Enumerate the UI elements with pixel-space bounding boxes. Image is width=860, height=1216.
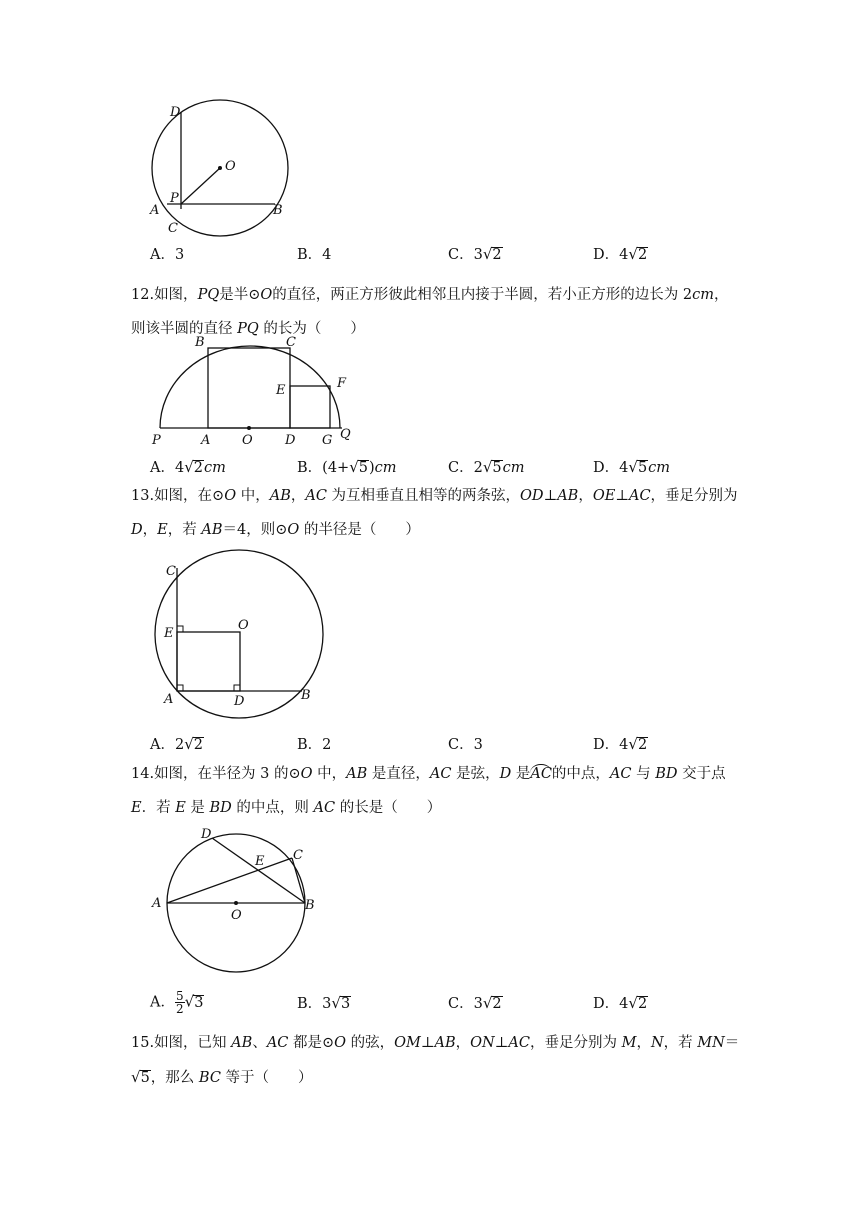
- q12-label-C: C: [286, 335, 296, 350]
- q12-label-Q: Q: [340, 427, 351, 442]
- q11-label-B: B: [273, 203, 283, 218]
- q11-figure: [150, 98, 330, 238]
- q13-label-C: C: [166, 564, 176, 579]
- q15-text: 15.如图，已知 AB、AC 都是⊙O 的弦，OM⊥AB，ON⊥AC，垂足分别为 M，N，若 MN＝√5，那么 BC 等于（ ）: [131, 1035, 740, 1086]
- q11-label-A: A: [150, 203, 160, 218]
- q14-figure: [150, 825, 330, 985]
- q14-label-O: O: [231, 908, 242, 923]
- q14-label-E: E: [255, 854, 265, 869]
- q12-option-d: D．4√5cm: [593, 458, 671, 476]
- q13-label-B: B: [301, 688, 311, 703]
- q14-label-C: C: [293, 848, 303, 863]
- q12-label-G: G: [322, 433, 333, 448]
- q13-label-O: O: [238, 618, 249, 633]
- q12-label-P: P: [152, 433, 161, 448]
- q11-option-b: B．4: [297, 247, 332, 263]
- q12-option-a: A．4√2cm: [150, 458, 226, 476]
- q14-option-b: B．3√3: [297, 994, 351, 1012]
- q13-label-A: A: [164, 692, 174, 707]
- q14-text: 14.如图，在半径为 3 的⊙O 中，AB 是直径，AC 是弦，D 是AC的中点，AC 与 BD 交于点 E．若 E 是 BD 的中点，则 AC 的长是（ ）: [131, 766, 726, 816]
- q11-label-O: O: [225, 159, 236, 174]
- q14-option-a: A． $\frac{5}{2}$ √3: [150, 989, 204, 1016]
- q14-label-B: B: [305, 898, 315, 913]
- q11-label-C: C: [168, 221, 178, 236]
- q12-options: [150, 456, 750, 480]
- q14-label-D: D: [201, 827, 212, 842]
- q13-label-D: D: [234, 694, 245, 709]
- q13-figure: [150, 548, 340, 723]
- q13-options: [150, 733, 750, 757]
- q12-label-A: A: [201, 433, 211, 448]
- q11-option-a: A．3: [150, 247, 185, 263]
- q12-text: 12.如图，PQ是半⊙O的直径，两正方形彼此相邻且内接于半圆，若小正方形的边长为 2cm，则该半圆的直径 PQ 的长为（ ）: [131, 287, 729, 337]
- q12-figure: [150, 332, 360, 447]
- q12-label-D: D: [285, 433, 296, 448]
- q11-option-c: C．3√2: [448, 245, 502, 263]
- q11-label-D: D: [170, 105, 181, 120]
- q11-label-P: P: [170, 191, 179, 206]
- q13-option-d: D．4√2: [593, 735, 648, 753]
- q13-option-b: B．2: [297, 737, 332, 753]
- q13-option-a: A．2√2: [150, 735, 204, 753]
- q13-text: 13.如图，在⊙O 中，AB，AC 为互相垂直且相等的两条弦，OD⊥AB，OE⊥AC，垂足分别为 D，E，若 AB＝4，则⊙O 的半径是（ ）: [131, 488, 738, 538]
- q11-option-d: D．4√2: [593, 245, 648, 263]
- q12-label-B: B: [195, 335, 205, 350]
- q14-option-c: C．3√2: [448, 994, 502, 1012]
- q14-arc-ac: AC: [530, 766, 552, 782]
- q12-label-O: O: [242, 433, 253, 448]
- q12-label-F: F: [337, 376, 347, 391]
- q14-option-d: D．4√2: [593, 994, 648, 1012]
- q12-option-b: B．(4+√5)cm: [297, 458, 397, 476]
- q12-label-E: E: [276, 383, 286, 398]
- q14-options: [150, 990, 750, 1020]
- q11-options: [150, 243, 750, 267]
- q12-option-c: C．2√5cm: [448, 458, 525, 476]
- q13-label-E: E: [164, 626, 174, 641]
- q13-option-c: C．3: [448, 737, 483, 753]
- q14-label-A: A: [152, 896, 162, 911]
